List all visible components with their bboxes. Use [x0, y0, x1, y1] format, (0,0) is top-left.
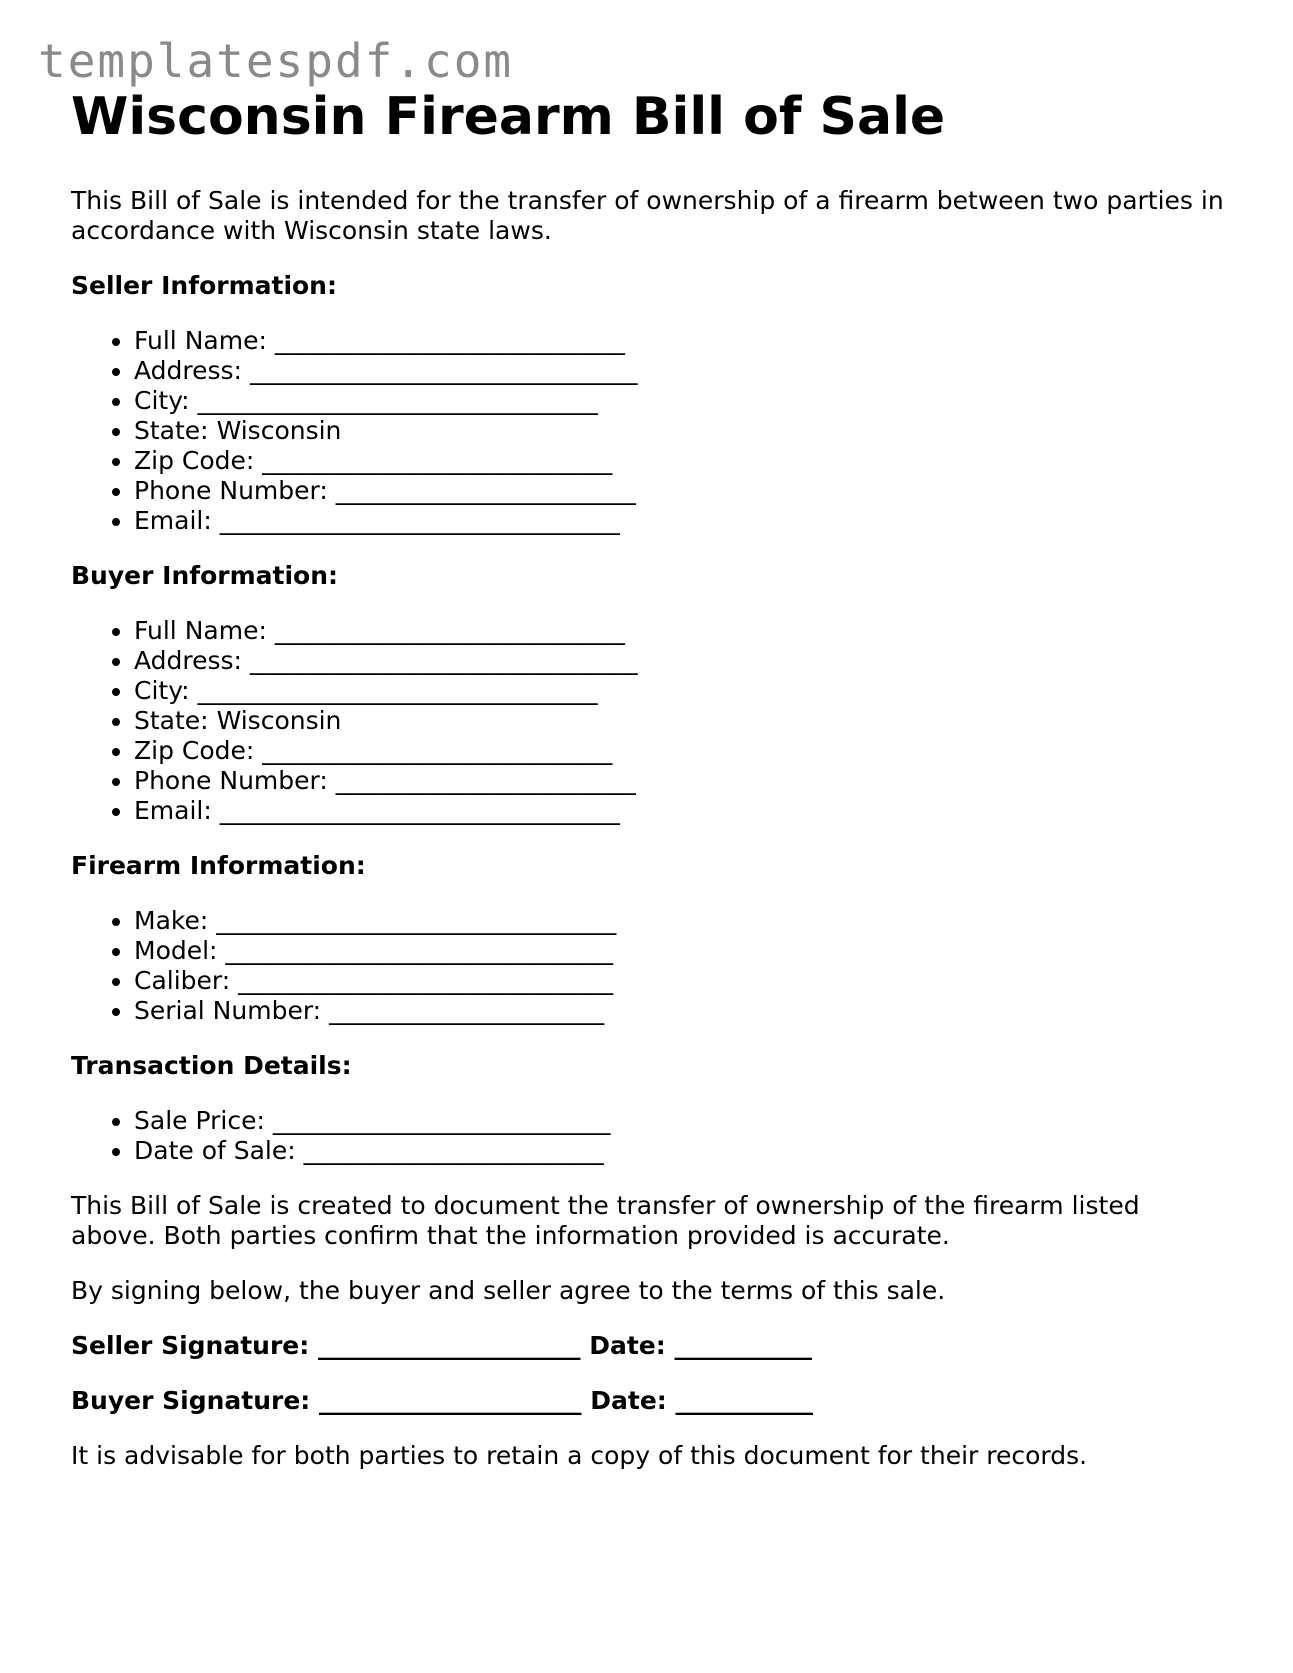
transaction-info-list [71, 1106, 1231, 1166]
fill-in-blank[interactable]: ___________________________ [272, 1106, 611, 1135]
footer-note: It is advisable for both parties to retain a copy of this document for their records. [71, 1441, 1088, 1470]
seller-signature-label: Seller Signature: [71, 1331, 310, 1360]
watermark-logo: templatespdf.com [38, 34, 514, 88]
seller-date-blank[interactable]: ___________ [674, 1331, 812, 1360]
list-item: • City: ________________________________ [134, 386, 1231, 416]
seller-info-list [71, 326, 1231, 536]
list-item: • Serial Number: ______________________ [134, 996, 1231, 1026]
fill-in-blank[interactable]: ____________________________ [262, 736, 613, 765]
list-item: • City: ________________________________ [134, 676, 1231, 706]
list-item: • Email: ________________________________ [134, 796, 1231, 826]
agreement-paragraph: By signing below, the buyer and seller agree to the terms of this sale. [71, 1276, 946, 1305]
page-title: Wisconsin Firearm Bill of Sale [71, 87, 946, 147]
fill-in-blank[interactable]: ______________________________ [238, 966, 614, 995]
buyer-signature-label: Buyer Signature: [71, 1386, 311, 1415]
transaction-section-heading: Transaction Details: [71, 1051, 352, 1080]
fill-in-blank[interactable]: ________________________ [335, 766, 636, 795]
firearm-info-list [71, 906, 1231, 1026]
list-item: • State: Wisconsin [134, 416, 1231, 446]
list-item: • Sale Price: ___________________________ [134, 1106, 1231, 1136]
list-item: • Zip Code: ____________________________ [134, 446, 1231, 476]
list-item: • Full Name: ____________________________ [134, 326, 1231, 356]
list-item: • Date of Sale: ________________________ [134, 1136, 1231, 1166]
intro-paragraph: This Bill of Sale is intended for the transfer of ownership of a firearm between two parties in accordance with Wisconsin state laws. [71, 186, 1224, 245]
fill-in-blank[interactable]: _______________________________ [225, 936, 613, 965]
fill-in-blank[interactable]: ________________________________ [219, 796, 620, 825]
document-body [71, 186, 1231, 1496]
fill-in-blank[interactable]: ____________________________ [274, 616, 625, 645]
fill-in-blank[interactable]: ________________________________ [216, 906, 617, 935]
list-item: • Email: ________________________________ [134, 506, 1231, 536]
buyer-date-label: Date: [590, 1386, 667, 1415]
list-item: • Full Name: ____________________________ [134, 616, 1231, 646]
fill-in-blank[interactable]: _______________________________ [249, 646, 638, 675]
buyer-signature-blank[interactable]: _____________________ [319, 1386, 582, 1415]
closing-paragraph: This Bill of Sale is created to document the transfer of ownership of the firearm listed above. Both parties confirm that the information provided is accurate. [71, 1191, 1140, 1250]
fill-in-blank[interactable]: ________________________________ [219, 506, 620, 535]
fill-in-blank[interactable]: ______________________ [329, 996, 605, 1025]
seller-date-label: Date: [589, 1331, 666, 1360]
fill-in-blank[interactable]: ________________________________ [197, 386, 598, 415]
list-item: • Phone Number: ________________________ [134, 476, 1231, 506]
list-item: • Zip Code: ____________________________ [134, 736, 1231, 766]
list-item: • Phone Number: ________________________ [134, 766, 1231, 796]
state-value: Wisconsin [216, 416, 342, 445]
fill-in-blank[interactable]: ________________________________ [197, 676, 598, 705]
buyer-signature-line [71, 1386, 1231, 1416]
list-item: • Caliber: ______________________________ [134, 966, 1231, 996]
seller-signature-blank[interactable]: _____________________ [317, 1331, 581, 1360]
seller-signature-line [71, 1331, 1231, 1361]
buyer-section-heading: Buyer Information: [71, 561, 339, 590]
state-value: Wisconsin [216, 706, 342, 735]
firearm-section-heading: Firearm Information: [71, 851, 366, 880]
fill-in-blank[interactable]: ____________________________ [274, 326, 625, 355]
list-item: • State: Wisconsin [134, 706, 1231, 736]
buyer-date-blank[interactable]: ___________ [675, 1386, 813, 1415]
list-item: • Address: _______________________________ [134, 646, 1231, 676]
fill-in-blank[interactable]: _______________________________ [249, 356, 638, 385]
list-item: • Make: ________________________________ [134, 906, 1231, 936]
seller-section-heading: Seller Information: [71, 271, 337, 300]
fill-in-blank[interactable]: ____________________________ [262, 446, 613, 475]
list-item: • Address: _______________________________ [134, 356, 1231, 386]
list-item: • Model: _______________________________ [134, 936, 1231, 966]
fill-in-blank[interactable]: ________________________ [335, 476, 636, 505]
buyer-info-list [71, 616, 1231, 826]
fill-in-blank[interactable]: ________________________ [303, 1136, 604, 1165]
